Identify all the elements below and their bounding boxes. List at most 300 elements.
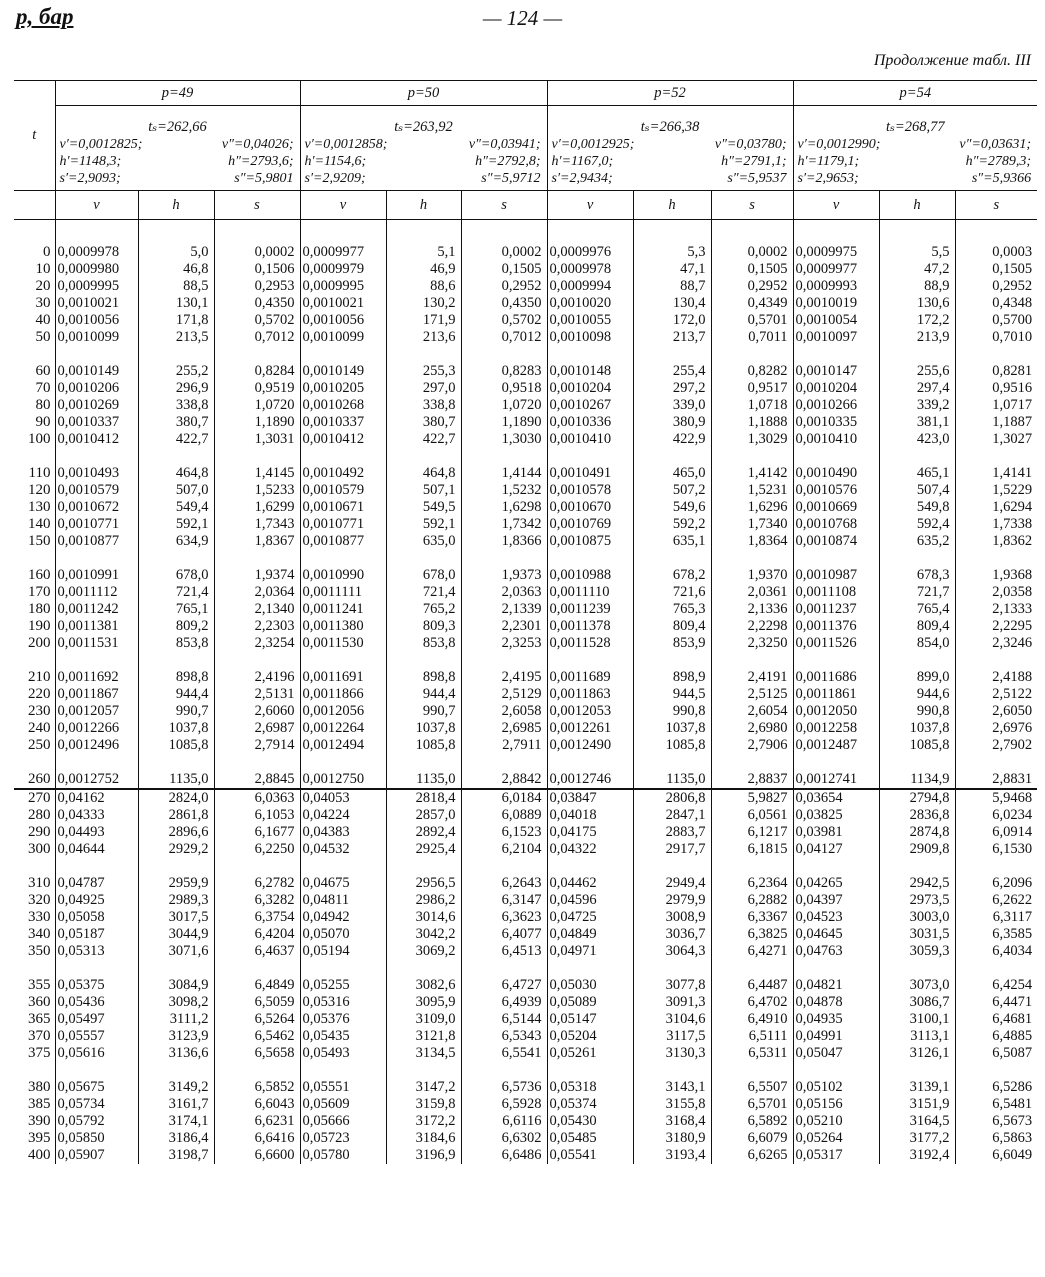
- entropy-cell: 6,4204: [214, 926, 300, 943]
- row-gap-cell: [386, 652, 461, 669]
- entropy-cell: 6,5087: [955, 1045, 1037, 1062]
- entropy-cell: 2,1333: [955, 601, 1037, 618]
- temperature-cell: 310: [28, 875, 51, 891]
- enthalpy-cell: 213,5: [138, 329, 214, 346]
- volume-cell: 0,0011528: [547, 635, 633, 652]
- table-row: [14, 1130, 1037, 1147]
- volume-cell: 0,05147: [547, 1011, 633, 1028]
- volume-cell: 0,04265: [793, 875, 879, 892]
- entropy-cell: 2,6980: [711, 720, 793, 737]
- entropy-cell: 1,3029: [711, 431, 793, 448]
- enthalpy-cell: 721,4: [138, 584, 214, 601]
- volume-cell: 0,0012741: [793, 771, 879, 789]
- entropy-cell: 6,5481: [955, 1096, 1037, 1113]
- enthalpy-cell: 172,2: [879, 312, 955, 329]
- volume-cell: 0,0010148: [547, 363, 633, 380]
- temperature-cell: 110: [28, 465, 51, 481]
- volume-cell: 0,0011112: [55, 584, 138, 601]
- volume-cell: 0,05435: [300, 1028, 386, 1045]
- entropy-cell: 6,2622: [955, 892, 1037, 909]
- table-row: [14, 482, 1037, 499]
- enthalpy-cell: 171,8: [138, 312, 214, 329]
- table-row: [14, 329, 1037, 346]
- volume-cell: 0,0010490: [793, 465, 879, 482]
- volume-cell: 0,0010204: [793, 380, 879, 397]
- volume-cell: 0,0010269: [55, 397, 138, 414]
- row-gap-cell: [386, 858, 461, 875]
- volume-cell: 0,0010337: [300, 414, 386, 431]
- enthalpy-cell: 130,6: [879, 295, 955, 312]
- volume-cell: 0,0011239: [547, 601, 633, 618]
- entropy-cell: 6,2643: [461, 875, 547, 892]
- volume-cell: 0,0010054: [793, 312, 879, 329]
- volume-cell: 0,0010335: [793, 414, 879, 431]
- volume-cell: 0,0010670: [547, 499, 633, 516]
- enthalpy-cell: 3151,9: [879, 1096, 955, 1113]
- table-row: [14, 720, 1037, 737]
- enthalpy-cell: 3161,7: [138, 1096, 214, 1113]
- enthalpy-cell: 297,0: [386, 380, 461, 397]
- temperature-cell: 200: [28, 635, 51, 651]
- entropy-cell: 6,5507: [711, 1079, 793, 1096]
- enthalpy-cell: 88,5: [138, 278, 214, 295]
- temperature-cell: 280: [28, 807, 51, 823]
- table-row: [14, 1028, 1037, 1045]
- row-gap: [14, 858, 55, 875]
- table-row: [14, 977, 1037, 994]
- row-gap-cell: [711, 960, 793, 977]
- enthalpy-cell: 507,2: [633, 482, 711, 499]
- enthalpy-cell: 3059,3: [879, 943, 955, 960]
- entropy-cell: 0,5701: [711, 312, 793, 329]
- entropy-cell: 2,7914: [214, 737, 300, 754]
- row-gap-cell: [300, 960, 386, 977]
- table-row: [14, 926, 1037, 943]
- enthalpy-cell: 507,4: [879, 482, 955, 499]
- enthalpy-cell: 1037,8: [879, 720, 955, 737]
- saturation-line: [60, 153, 300, 170]
- enthalpy-cell: 990,8: [879, 703, 955, 720]
- saturation-value: h′=1167,0;: [551, 154, 614, 169]
- volume-cell: 0,04991: [793, 1028, 879, 1045]
- entropy-cell: 6,5892: [711, 1113, 793, 1130]
- enthalpy-cell: 809,4: [633, 618, 711, 635]
- volume-cell: 0,04322: [547, 841, 633, 858]
- enthalpy-cell: 3159,8: [386, 1096, 461, 1113]
- table-row: [14, 261, 1037, 278]
- volume-cell: 0,0009995: [55, 278, 138, 295]
- volume-cell: 0,0012053: [547, 703, 633, 720]
- saturation-line: [305, 136, 547, 153]
- temperature-cell: 370: [28, 1028, 51, 1044]
- volume-cell: 0,0010098: [547, 329, 633, 346]
- volume-cell: 0,0010336: [547, 414, 633, 431]
- entropy-cell: 2,8837: [711, 771, 793, 789]
- row-gap-cell: [138, 754, 214, 771]
- volume-cell: 0,0012746: [547, 771, 633, 789]
- enthalpy-cell: 255,3: [386, 363, 461, 380]
- row-gap-cell: [633, 550, 711, 567]
- row-gap-cell: [214, 220, 300, 245]
- enthalpy-cell: 2979,9: [633, 892, 711, 909]
- entropy-cell: 6,0184: [461, 789, 547, 807]
- row-gap-cell: [793, 346, 879, 363]
- row-gap-cell: [55, 652, 138, 669]
- enthalpy-cell: 338,8: [386, 397, 461, 414]
- row-gap-cell: [879, 448, 955, 465]
- volume-cell: 0,0012056: [300, 703, 386, 720]
- entropy-cell: 6,1217: [711, 824, 793, 841]
- volume-cell: 0,0010769: [547, 516, 633, 533]
- volume-cell: 0,0011381: [55, 618, 138, 635]
- volume-cell: 0,04493: [55, 824, 138, 841]
- enthalpy-cell: 1085,8: [879, 737, 955, 754]
- volume-cell: 0,0012487: [793, 737, 879, 754]
- column-label-v: v: [300, 191, 386, 220]
- row-gap-cell: [214, 550, 300, 567]
- volume-cell: 0,0010988: [547, 567, 633, 584]
- volume-cell: 0,0009977: [793, 261, 879, 278]
- volume-cell: 0,05089: [547, 994, 633, 1011]
- entropy-cell: 2,3254: [214, 635, 300, 652]
- enthalpy-cell: 3147,2: [386, 1079, 461, 1096]
- volume-cell: 0,0010337: [55, 414, 138, 431]
- entropy-cell: 6,1815: [711, 841, 793, 858]
- table-row: [14, 686, 1037, 703]
- column-label-s: s: [711, 191, 793, 220]
- enthalpy-cell: 898,8: [386, 669, 461, 686]
- enthalpy-cell: 3117,5: [633, 1028, 711, 1045]
- entropy-cell: 6,5059: [214, 994, 300, 1011]
- table-row: [14, 618, 1037, 635]
- temperature-cell: 380: [28, 1079, 51, 1095]
- enthalpy-cell: 3134,5: [386, 1045, 461, 1062]
- saturation-value: v′=0,0012858;: [304, 137, 388, 152]
- temperature-cell: 150: [28, 533, 51, 549]
- steam-table: [14, 80, 1037, 1164]
- volume-cell: 0,0010149: [55, 363, 138, 380]
- entropy-cell: 1,8364: [711, 533, 793, 550]
- saturation-line: [305, 170, 547, 187]
- entropy-cell: 0,5700: [955, 312, 1037, 329]
- entropy-cell: 6,3585: [955, 926, 1037, 943]
- entropy-cell: 2,6985: [461, 720, 547, 737]
- row-gap-cell: [55, 754, 138, 771]
- saturation-value: v′=0,0012990;: [797, 137, 881, 152]
- entropy-cell: 1,8367: [214, 533, 300, 550]
- saturation-properties: [547, 136, 793, 191]
- volume-cell: 0,04645: [793, 926, 879, 943]
- row-gap-cell: [633, 652, 711, 669]
- column-label-s: s: [955, 191, 1037, 220]
- saturation-value: s′=2,9093;: [59, 171, 121, 186]
- table-row: [14, 414, 1037, 431]
- row-gap-cell: [633, 754, 711, 771]
- enthalpy-cell: 853,8: [386, 635, 461, 652]
- row-gap-cell: [879, 754, 955, 771]
- row-gap-cell: [300, 754, 386, 771]
- row-gap-cell: [138, 960, 214, 977]
- volume-cell: 0,05485: [547, 1130, 633, 1147]
- volume-cell: 0,05497: [55, 1011, 138, 1028]
- entropy-cell: 2,7902: [955, 737, 1037, 754]
- enthalpy-cell: 678,3: [879, 567, 955, 584]
- row-gap-cell: [711, 858, 793, 875]
- volume-cell: 0,0010267: [547, 397, 633, 414]
- volume-cell: 0,05616: [55, 1045, 138, 1062]
- enthalpy-cell: 422,7: [386, 431, 461, 448]
- entropy-cell: 2,8845: [214, 771, 300, 789]
- row-gap-cell: [955, 960, 1037, 977]
- enthalpy-cell: 3095,9: [386, 994, 461, 1011]
- entropy-cell: 6,5928: [461, 1096, 547, 1113]
- row-gap-cell: [879, 960, 955, 977]
- enthalpy-cell: 1037,8: [633, 720, 711, 737]
- row-gap-cell: [955, 858, 1037, 875]
- enthalpy-cell: 3196,9: [386, 1147, 461, 1164]
- entropy-cell: 0,0002: [711, 244, 793, 261]
- entropy-cell: 1,4142: [711, 465, 793, 482]
- entropy-cell: 0,8283: [461, 363, 547, 380]
- saturation-value: v′=0,0012825;: [59, 137, 143, 152]
- enthalpy-cell: 3143,1: [633, 1079, 711, 1096]
- row-gap-cell: [300, 220, 386, 245]
- volume-cell: 0,0010492: [300, 465, 386, 482]
- volume-cell: 0,04675: [300, 875, 386, 892]
- saturation-value: h″=2791,1;: [721, 154, 787, 169]
- entropy-cell: 2,0363: [461, 584, 547, 601]
- table-row: [14, 909, 1037, 926]
- temperature-cell: 400: [28, 1147, 51, 1163]
- enthalpy-cell: 507,1: [386, 482, 461, 499]
- volume-cell: 0,0011237: [793, 601, 879, 618]
- enthalpy-cell: 990,7: [386, 703, 461, 720]
- volume-cell: 0,0011530: [300, 635, 386, 652]
- volume-cell: 0,04127: [793, 841, 879, 858]
- volume-cell: 0,05734: [55, 1096, 138, 1113]
- entropy-cell: 6,2364: [711, 875, 793, 892]
- enthalpy-cell: 1135,0: [138, 771, 214, 789]
- row-gap-cell: [461, 220, 547, 245]
- column-label-v: v: [55, 191, 138, 220]
- row-gap-cell: [793, 858, 879, 875]
- volume-cell: 0,04175: [547, 824, 633, 841]
- entropy-cell: 0,4349: [711, 295, 793, 312]
- volume-cell: 0,0011866: [300, 686, 386, 703]
- entropy-cell: 6,4885: [955, 1028, 1037, 1045]
- entropy-cell: 0,1506: [214, 261, 300, 278]
- volume-cell: 0,0012494: [300, 737, 386, 754]
- table-row: [14, 380, 1037, 397]
- entropy-cell: 1,7340: [711, 516, 793, 533]
- table-row: [14, 567, 1037, 584]
- enthalpy-cell: 635,2: [879, 533, 955, 550]
- entropy-cell: 0,1505: [461, 261, 547, 278]
- enthalpy-cell: 130,2: [386, 295, 461, 312]
- enthalpy-cell: 88,7: [633, 278, 711, 295]
- enthalpy-cell: 381,1: [879, 414, 955, 431]
- temperature-cell: 80: [35, 397, 51, 413]
- row-gap-cell: [386, 754, 461, 771]
- temperature-cell: 0: [43, 244, 51, 260]
- saturation-value: v″=0,03780;: [714, 137, 787, 152]
- row-gap-cell: [300, 652, 386, 669]
- volume-cell: 0,0012266: [55, 720, 138, 737]
- enthalpy-cell: 765,2: [386, 601, 461, 618]
- enthalpy-cell: 721,4: [386, 584, 461, 601]
- temperature-cell: 220: [28, 686, 51, 702]
- enthalpy-cell: 1085,8: [138, 737, 214, 754]
- enthalpy-cell: 3044,9: [138, 926, 214, 943]
- enthalpy-cell: 3186,4: [138, 1130, 214, 1147]
- volume-cell: 0,05313: [55, 943, 138, 960]
- entropy-cell: 1,4145: [214, 465, 300, 482]
- enthalpy-cell: 3139,1: [879, 1079, 955, 1096]
- enthalpy-cell: 549,4: [138, 499, 214, 516]
- row-gap-cell: [955, 754, 1037, 771]
- enthalpy-cell: 592,1: [138, 516, 214, 533]
- entropy-cell: 6,1523: [461, 824, 547, 841]
- volume-cell: 0,0010021: [300, 295, 386, 312]
- enthalpy-cell: 423,0: [879, 431, 955, 448]
- entropy-cell: 1,5231: [711, 482, 793, 499]
- saturation-line: [798, 153, 1038, 170]
- temperature-cell: 10: [35, 261, 51, 277]
- temperature-cell: 70: [35, 380, 51, 396]
- row-gap-cell: [55, 858, 138, 875]
- entropy-cell: 2,6976: [955, 720, 1037, 737]
- volume-cell: 0,0010021: [55, 295, 138, 312]
- entropy-cell: 6,5673: [955, 1113, 1037, 1130]
- table-row: [14, 875, 1037, 892]
- volume-cell: 0,0012496: [55, 737, 138, 754]
- entropy-cell: 0,4350: [461, 295, 547, 312]
- saturation-value: h″=2793,6;: [228, 154, 294, 169]
- volume-cell: 0,05264: [793, 1130, 879, 1147]
- enthalpy-cell: 213,7: [633, 329, 711, 346]
- row-gap-cell: [633, 960, 711, 977]
- volume-cell: 0,0010875: [547, 533, 633, 550]
- row-gap-cell: [461, 858, 547, 875]
- enthalpy-cell: 380,7: [138, 414, 214, 431]
- volume-cell: 0,0009978: [55, 244, 138, 261]
- row-gap-cell: [793, 220, 879, 245]
- enthalpy-cell: 990,8: [633, 703, 711, 720]
- enthalpy-cell: 464,8: [386, 465, 461, 482]
- saturation-value: h″=2792,8;: [475, 154, 541, 169]
- row-gap-cell: [138, 1062, 214, 1079]
- enthalpy-cell: 3073,0: [879, 977, 955, 994]
- entropy-cell: 6,3367: [711, 909, 793, 926]
- enthalpy-cell: 3104,6: [633, 1011, 711, 1028]
- entropy-cell: 0,1505: [955, 261, 1037, 278]
- entropy-cell: 6,0914: [955, 824, 1037, 841]
- entropy-cell: 6,3754: [214, 909, 300, 926]
- enthalpy-cell: 2818,4: [386, 789, 461, 807]
- volume-cell: 0,05850: [55, 1130, 138, 1147]
- pressure-header: p=49: [55, 81, 300, 106]
- row-gap-cell: [793, 960, 879, 977]
- enthalpy-cell: 3177,2: [879, 1130, 955, 1147]
- volume-cell: 0,0010266: [793, 397, 879, 414]
- enthalpy-cell: 3121,8: [386, 1028, 461, 1045]
- volume-cell: 0,0012261: [547, 720, 633, 737]
- volume-cell: 0,04462: [547, 875, 633, 892]
- entropy-cell: 0,0002: [214, 244, 300, 261]
- enthalpy-cell: 507,0: [138, 482, 214, 499]
- row-gap-cell: [386, 960, 461, 977]
- entropy-cell: 2,3246: [955, 635, 1037, 652]
- enthalpy-cell: 853,9: [633, 635, 711, 652]
- entropy-cell: 0,9518: [461, 380, 547, 397]
- row-gap-cell: [461, 550, 547, 567]
- enthalpy-cell: 2836,8: [879, 807, 955, 824]
- entropy-cell: 1,0717: [955, 397, 1037, 414]
- entropy-cell: 1,8366: [461, 533, 547, 550]
- entropy-cell: 6,2250: [214, 841, 300, 858]
- entropy-cell: 0,5702: [214, 312, 300, 329]
- volume-cell: 0,05541: [547, 1147, 633, 1164]
- row-gap-cell: [547, 448, 633, 465]
- entropy-cell: 6,3825: [711, 926, 793, 943]
- row-gap: [14, 1062, 55, 1079]
- table-row: [14, 703, 1037, 720]
- entropy-cell: 1,0718: [711, 397, 793, 414]
- temperature-cell: 250: [28, 737, 51, 753]
- enthalpy-cell: 3084,9: [138, 977, 214, 994]
- volume-cell: 0,0010491: [547, 465, 633, 482]
- entropy-cell: 0,0003: [955, 244, 1037, 261]
- enthalpy-cell: 549,8: [879, 499, 955, 516]
- enthalpy-cell: 2806,8: [633, 789, 711, 807]
- enthalpy-cell: 5,5: [879, 244, 955, 261]
- volume-cell: 0,04849: [547, 926, 633, 943]
- table-row: [14, 278, 1037, 295]
- enthalpy-cell: 2959,9: [138, 875, 214, 892]
- row-gap-cell: [879, 652, 955, 669]
- entropy-cell: 6,5658: [214, 1045, 300, 1062]
- enthalpy-cell: 3064,3: [633, 943, 711, 960]
- table-row: [14, 397, 1037, 414]
- volume-cell: 0,05156: [793, 1096, 879, 1113]
- enthalpy-cell: 465,0: [633, 465, 711, 482]
- entropy-cell: 2,6987: [214, 720, 300, 737]
- entropy-cell: 6,4727: [461, 977, 547, 994]
- enthalpy-cell: 592,4: [879, 516, 955, 533]
- volume-cell: 0,04333: [55, 807, 138, 824]
- entropy-cell: 6,5541: [461, 1045, 547, 1062]
- volume-cell: 0,05255: [300, 977, 386, 994]
- volume-cell: 0,05194: [300, 943, 386, 960]
- entropy-cell: 2,0358: [955, 584, 1037, 601]
- enthalpy-cell: 3109,0: [386, 1011, 461, 1028]
- row-gap-cell: [955, 1062, 1037, 1079]
- volume-cell: 0,04971: [547, 943, 633, 960]
- volume-cell: 0,0010410: [793, 431, 879, 448]
- table-row: [14, 584, 1037, 601]
- entropy-cell: 6,1530: [955, 841, 1037, 858]
- table-row: [14, 635, 1037, 652]
- enthalpy-cell: 1085,8: [633, 737, 711, 754]
- entropy-cell: 2,1340: [214, 601, 300, 618]
- row-gap-cell: [138, 448, 214, 465]
- volume-cell: 0,05609: [300, 1096, 386, 1113]
- temperature-cell: 30: [35, 295, 51, 311]
- enthalpy-cell: 2896,6: [138, 824, 214, 841]
- row-gap-cell: [214, 448, 300, 465]
- entropy-cell: 1,6294: [955, 499, 1037, 516]
- entropy-cell: 2,4188: [955, 669, 1037, 686]
